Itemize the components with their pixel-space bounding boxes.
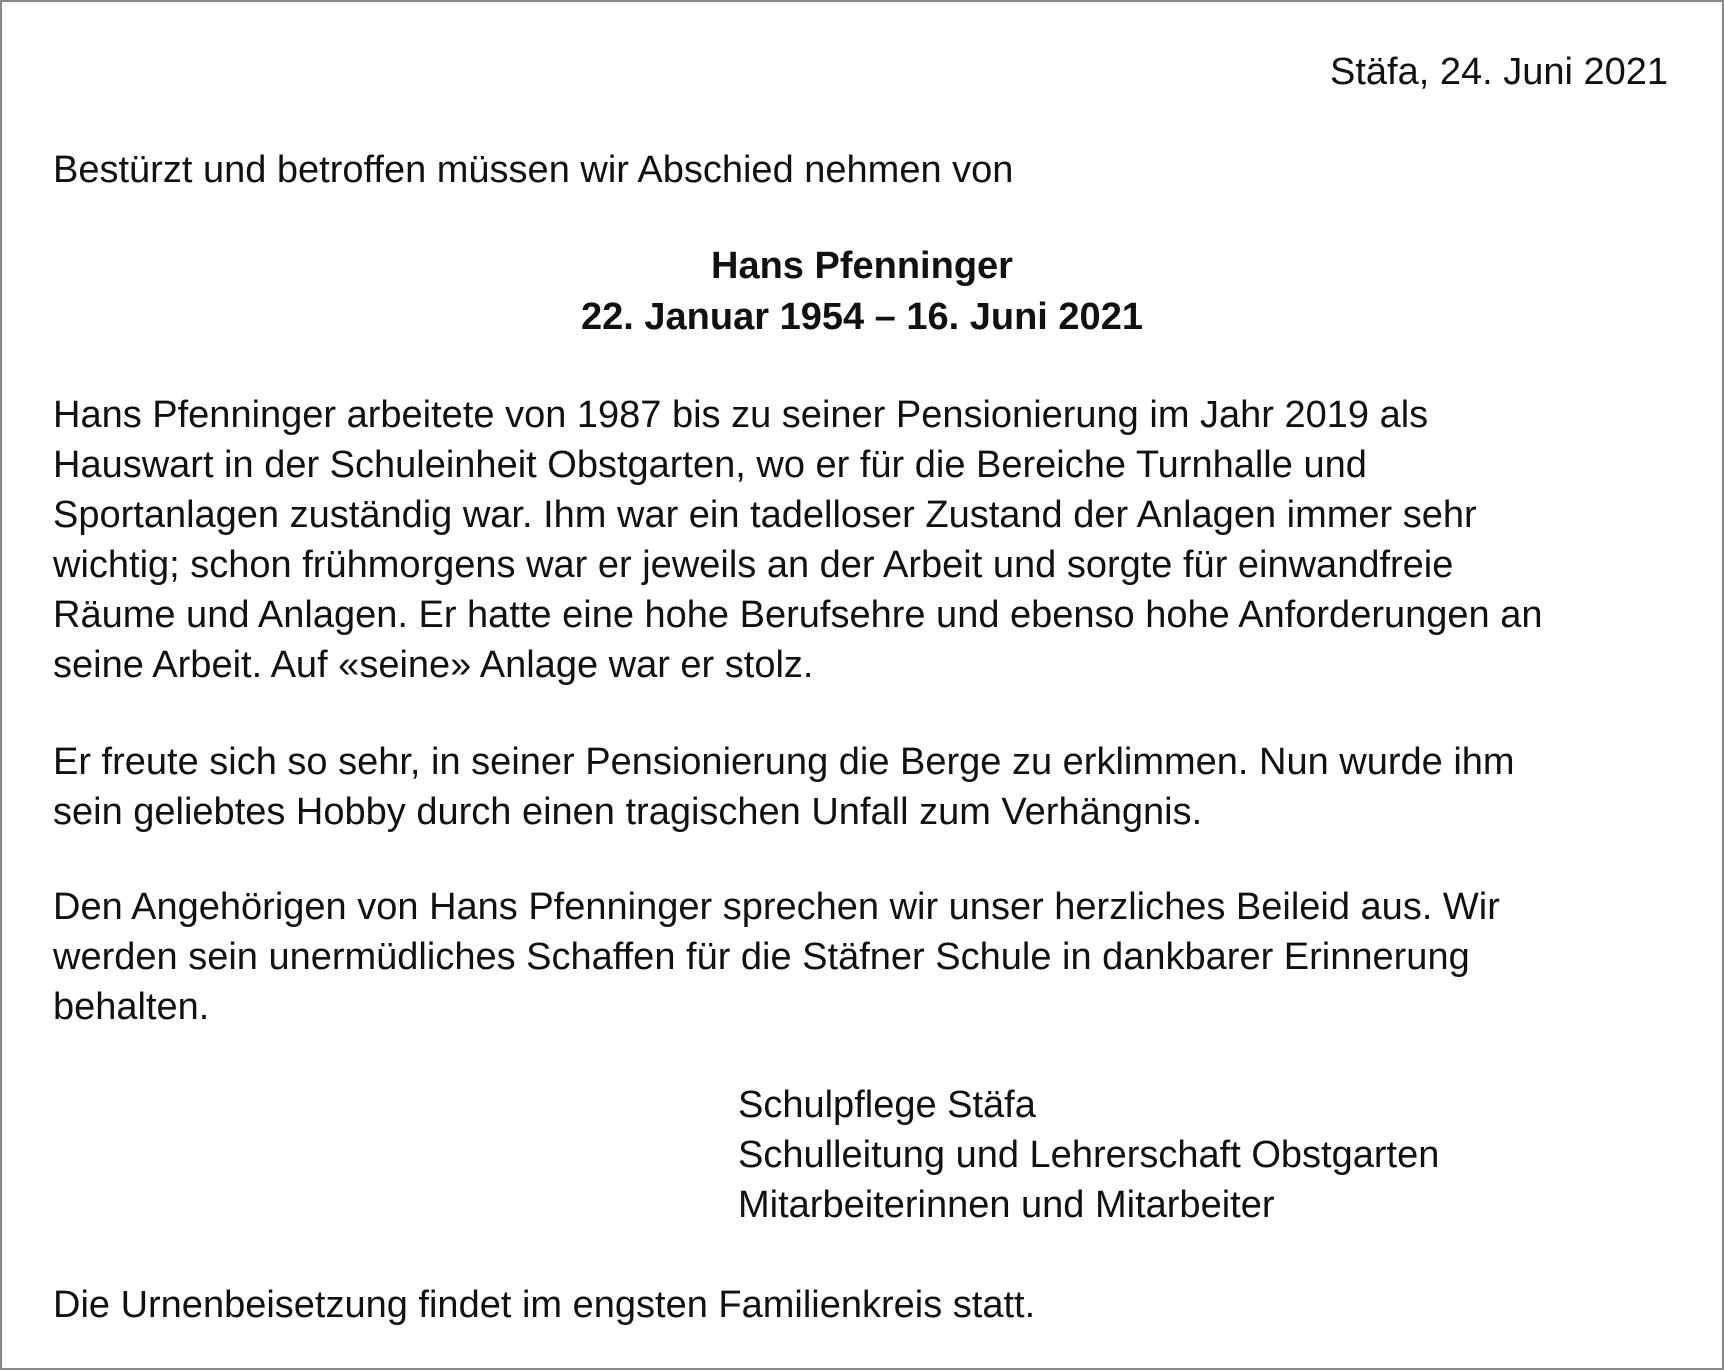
signatory: Mitarbeiterinnen und Mitarbeiter bbox=[738, 1184, 1275, 1226]
text-line: werden sein unermüdliches Schaffen für die Stäfner Schule in dankbarer Erinnerung bbox=[53, 936, 1470, 978]
signatories-block bbox=[738, 1080, 1439, 1230]
text-line: Hans Pfenninger arbeitete von 1987 bis zu seiner Pensionierung im Jahr 2019 als bbox=[53, 394, 1429, 436]
text-line: Den Angehörigen von Hans Pfenninger sprechen wir unser herzliches Beileid aus. Wir bbox=[53, 886, 1500, 928]
text-line: Hauswart in der Schuleinheit Obstgarten, wo er für die Bereiche Turnhalle und bbox=[53, 444, 1367, 486]
life-dates: 22. Januar 1954 – 16. Juni 2021 bbox=[581, 296, 1143, 338]
text-line: Sportanlagen zuständig war. Ihm war ein tadelloser Zustand der Anlagen immer sehr bbox=[53, 494, 1477, 536]
intro-sentence: Bestürzt und betroffen müssen wir Abschied nehmen von bbox=[53, 149, 1014, 191]
burial-note: Die Urnenbeisetzung findet im engsten Familienkreis statt. bbox=[53, 1284, 1036, 1326]
signatory: Schulpflege Stäfa bbox=[738, 1084, 1036, 1126]
text-line: sein geliebtes Hobby durch einen tragischen Unfall zum Verhängnis. bbox=[53, 791, 1203, 833]
place-date: Stäfa, 24. Juni 2021 bbox=[1329, 51, 1668, 93]
paragraph-condolence bbox=[53, 882, 1500, 1032]
text-line: seine Arbeit. Auf «seine» Anlage war er stolz. bbox=[53, 644, 814, 686]
signatory: Schulleitung und Lehrerschaft Obstgarten bbox=[738, 1134, 1440, 1176]
paragraph-hobby bbox=[53, 737, 1515, 837]
text-line: wichtig; schon frühmorgens war er jeweils an der Arbeit und sorgte für einwandfreie bbox=[53, 544, 1454, 586]
deceased-name: Hans Pfenninger bbox=[711, 245, 1013, 287]
paragraph-career bbox=[53, 390, 1542, 690]
text-line: behalten. bbox=[53, 986, 210, 1028]
text-line: Er freute sich so sehr, in seiner Pensionierung die Berge zu erklimmen. Nun wurde ihm bbox=[53, 741, 1515, 783]
text-line: Räume und Anlagen. Er hatte eine hohe Berufsehre und ebenso hohe Anforderungen an bbox=[53, 594, 1543, 636]
